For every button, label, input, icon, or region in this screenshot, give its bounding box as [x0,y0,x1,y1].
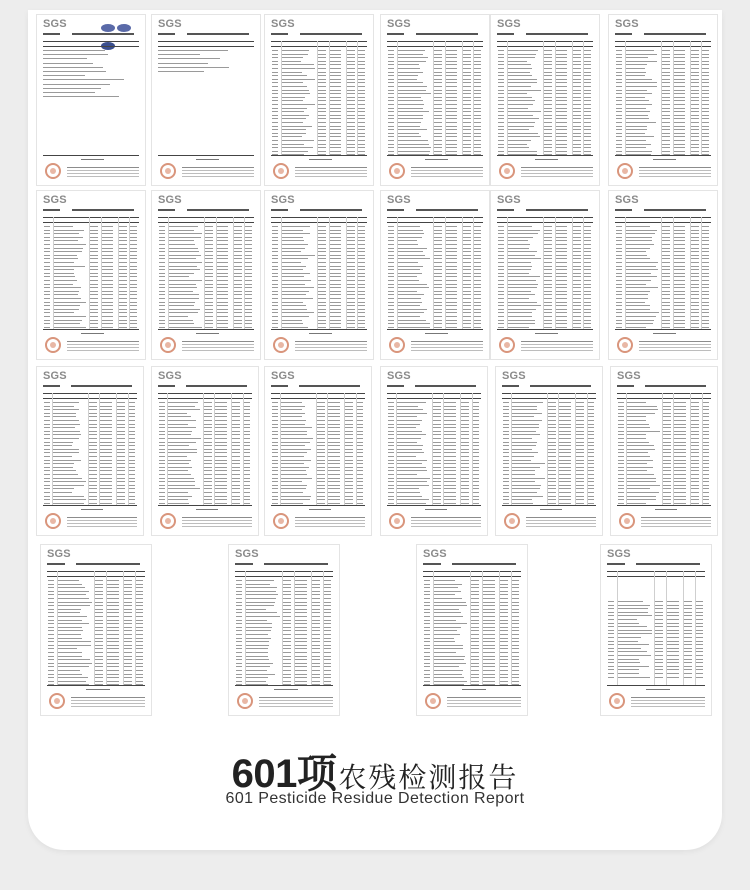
residue-table [158,217,254,329]
residue-table [423,571,521,685]
page-header-lines [615,209,711,213]
seal-stamp [273,337,289,353]
report-page-2-3 [264,190,374,360]
page-header-lines [387,209,483,213]
report-page-1-1 [36,14,146,186]
seal-stamp [273,163,289,179]
seal-stamp [499,163,515,179]
report-page-1-4 [380,14,490,186]
page-footer [158,507,252,531]
sgs-logo: SGS [387,18,411,30]
seal-stamp [160,163,176,179]
residue-table [271,393,365,505]
page-header-lines [43,209,139,213]
sgs-logo: SGS [607,548,631,560]
sgs-logo: SGS [47,548,71,560]
page-header-lines [158,209,254,213]
residue-table [271,217,367,329]
page-footer [387,157,483,181]
residue-table [387,393,481,505]
seal-stamp [499,337,515,353]
page-header-lines [271,385,365,389]
page-header-lines [423,563,521,567]
report-page-4-2 [228,544,340,716]
page-footer [271,507,365,531]
residue-table [615,217,711,329]
page-header-lines [497,33,593,37]
sgs-logo: SGS [158,194,182,206]
page-footer [497,157,593,181]
residue-table [497,41,593,155]
seal-stamp [237,693,253,709]
sgs-logo: SGS [617,370,641,382]
page-header-lines [615,33,711,37]
page-header-lines [47,563,145,567]
report-page-3-6 [610,366,718,536]
sgs-logo: SGS [615,194,639,206]
seal-stamp [49,693,65,709]
sgs-logo: SGS [615,18,639,30]
residue-table [43,41,139,155]
seal-stamp [389,163,405,179]
sgs-logo: SGS [497,194,521,206]
page-header-lines [235,563,333,567]
sgs-logo: SGS [502,370,526,382]
page-footer [47,687,145,711]
seal-stamp [609,693,625,709]
page-footer [271,331,367,355]
page-footer [43,331,139,355]
report-page-4-4 [600,544,712,716]
report-page-4-3 [416,544,528,716]
report-page-2-5 [490,190,600,360]
sgs-logo: SGS [387,370,411,382]
title-number: 601项 [231,752,337,796]
residue-table [497,217,593,329]
page-footer [43,507,137,531]
residue-table [502,393,596,505]
sgs-logo: SGS [43,18,67,30]
residue-table [617,393,711,505]
page-footer [615,157,711,181]
seal-stamp [617,337,633,353]
seal-stamp [425,693,441,709]
report-page-1-3 [264,14,374,186]
sgs-logo: SGS [497,18,521,30]
seal-stamp [619,513,635,529]
report-page-2-2 [151,190,261,360]
residue-table [43,217,139,329]
sgs-logo: SGS [158,370,182,382]
seal-stamp [389,337,405,353]
residue-table [158,393,252,505]
page-header-lines [607,563,705,567]
seal-stamp [504,513,520,529]
page-header-lines [497,209,593,213]
residue-table [607,571,705,685]
report-page-4-1 [40,544,152,716]
seal-stamp [160,513,176,529]
page-header-lines [387,33,483,37]
title-text: 农残检测报告 [338,762,519,793]
page-header-lines [387,385,481,389]
residue-table [47,571,145,685]
report-page-2-6 [608,190,718,360]
page-footer [607,687,705,711]
page-footer [271,157,367,181]
page-footer [387,507,481,531]
seal-stamp [389,513,405,529]
page-header-lines [158,385,252,389]
report-page-1-5 [490,14,600,186]
sgs-logo: SGS [43,370,67,382]
report-page-3-2 [151,366,259,536]
page-header-lines [617,385,711,389]
sgs-logo: SGS [158,18,182,30]
seal-stamp [45,513,61,529]
residue-table [615,41,711,155]
residue-table [235,571,333,685]
page-footer [617,507,711,531]
residue-table [43,393,137,505]
sgs-logo: SGS [43,194,67,206]
seal-stamp [273,513,289,529]
page-footer [497,331,593,355]
page-footer [158,157,254,181]
seal-stamp [617,163,633,179]
page-header-lines [271,33,367,37]
sgs-logo: SGS [423,548,447,560]
seal-stamp [160,337,176,353]
sgs-logo: SGS [235,548,259,560]
page-header-lines [502,385,596,389]
report-page-2-4 [380,190,490,360]
seal-stamp [45,337,61,353]
page-header-lines [158,33,254,37]
sgs-logo: SGS [271,18,295,30]
page-footer [423,687,521,711]
report-page-3-5 [495,366,603,536]
residue-table [387,217,483,329]
report-page-2-1 [36,190,146,360]
sgs-logo: SGS [387,194,411,206]
page-footer [502,507,596,531]
residue-table [387,41,483,155]
report-page-1-2 [151,14,261,186]
report-page-1-6 [608,14,718,186]
residue-table [158,41,254,155]
page-footer [387,331,483,355]
page-header-lines [43,33,139,37]
report-page-3-1 [36,366,144,536]
page-footer [43,157,139,181]
sgs-logo: SGS [271,194,295,206]
page-footer [235,687,333,711]
page-header-lines [43,385,137,389]
sgs-logo: SGS [271,370,295,382]
page-footer [158,331,254,355]
seal-stamp [45,163,61,179]
report-subtitle: 601 Pesticide Residue Detection Report [225,790,525,807]
report-page-3-3 [264,366,372,536]
page-footer [615,331,711,355]
residue-table [271,41,367,155]
page-header-lines [271,209,367,213]
report-page-3-4 [380,366,488,536]
